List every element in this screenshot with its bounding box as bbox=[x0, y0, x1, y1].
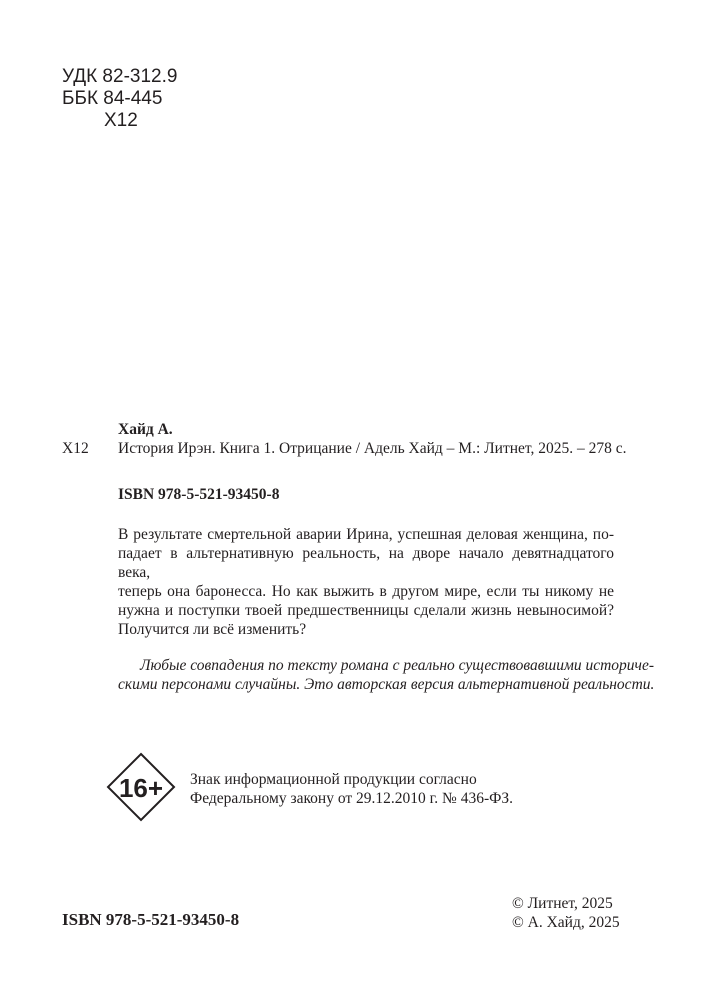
udk-code: УДК 82-312.9 bbox=[62, 66, 178, 87]
author-mark-top: Х12 bbox=[104, 110, 138, 131]
age-rating-notice-line: Федеральному закону от 29.12.2010 г. № 436-ФЗ. bbox=[190, 790, 513, 807]
annotation-line: теперь она баронесса. Но как выжить в другом мире, если ты никому не bbox=[118, 583, 614, 600]
age-rating-label: 16+ bbox=[118, 773, 164, 803]
annotation-line: нужна и поступки твоей предшественницы сделали жизнь невыносимой? bbox=[118, 602, 614, 619]
annotation-line: В результате смертельной аварии Ирина, успешная деловая женщина, по- bbox=[118, 526, 614, 543]
catalog-author: Хайд А. bbox=[118, 421, 173, 438]
copyright-line: © Литнет, 2025 bbox=[512, 895, 613, 912]
age-rating-badge bbox=[106, 752, 176, 822]
catalog-description: История Ирэн. Книга 1. Отрицание / Адель Хайд – М.: Литнет, 2025. – 278 с. bbox=[118, 440, 627, 457]
diamond-icon bbox=[106, 752, 176, 822]
age-rating-notice bbox=[190, 770, 513, 808]
disclaimer-line: скими персонами случайны. Это авторская версия альтернативной реальности. bbox=[118, 676, 655, 693]
copyright-block bbox=[512, 894, 620, 932]
catalog-author-mark: Х12 bbox=[62, 440, 89, 457]
age-rating-notice-line: Знак информационной продукции согласно bbox=[190, 771, 477, 788]
bbk-code: ББК 84-445 bbox=[62, 88, 163, 109]
disclaimer bbox=[118, 656, 655, 694]
annotation-line: падает в альтернативную реальность, на дворе начало девятнадцатого века, bbox=[118, 545, 614, 581]
catalog-isbn: ISBN 978-5-521-93450-8 bbox=[118, 486, 280, 503]
annotation-line: Получится ли всё изменить? bbox=[118, 621, 307, 638]
footer-isbn: ISBN 978-5-521-93450-8 bbox=[62, 910, 240, 929]
disclaimer-line: Любые совпадения по тексту романа с реально существовавшими историче- bbox=[140, 657, 654, 674]
annotation bbox=[118, 525, 614, 639]
copyright-line: © А. Хайд, 2025 bbox=[512, 914, 620, 931]
